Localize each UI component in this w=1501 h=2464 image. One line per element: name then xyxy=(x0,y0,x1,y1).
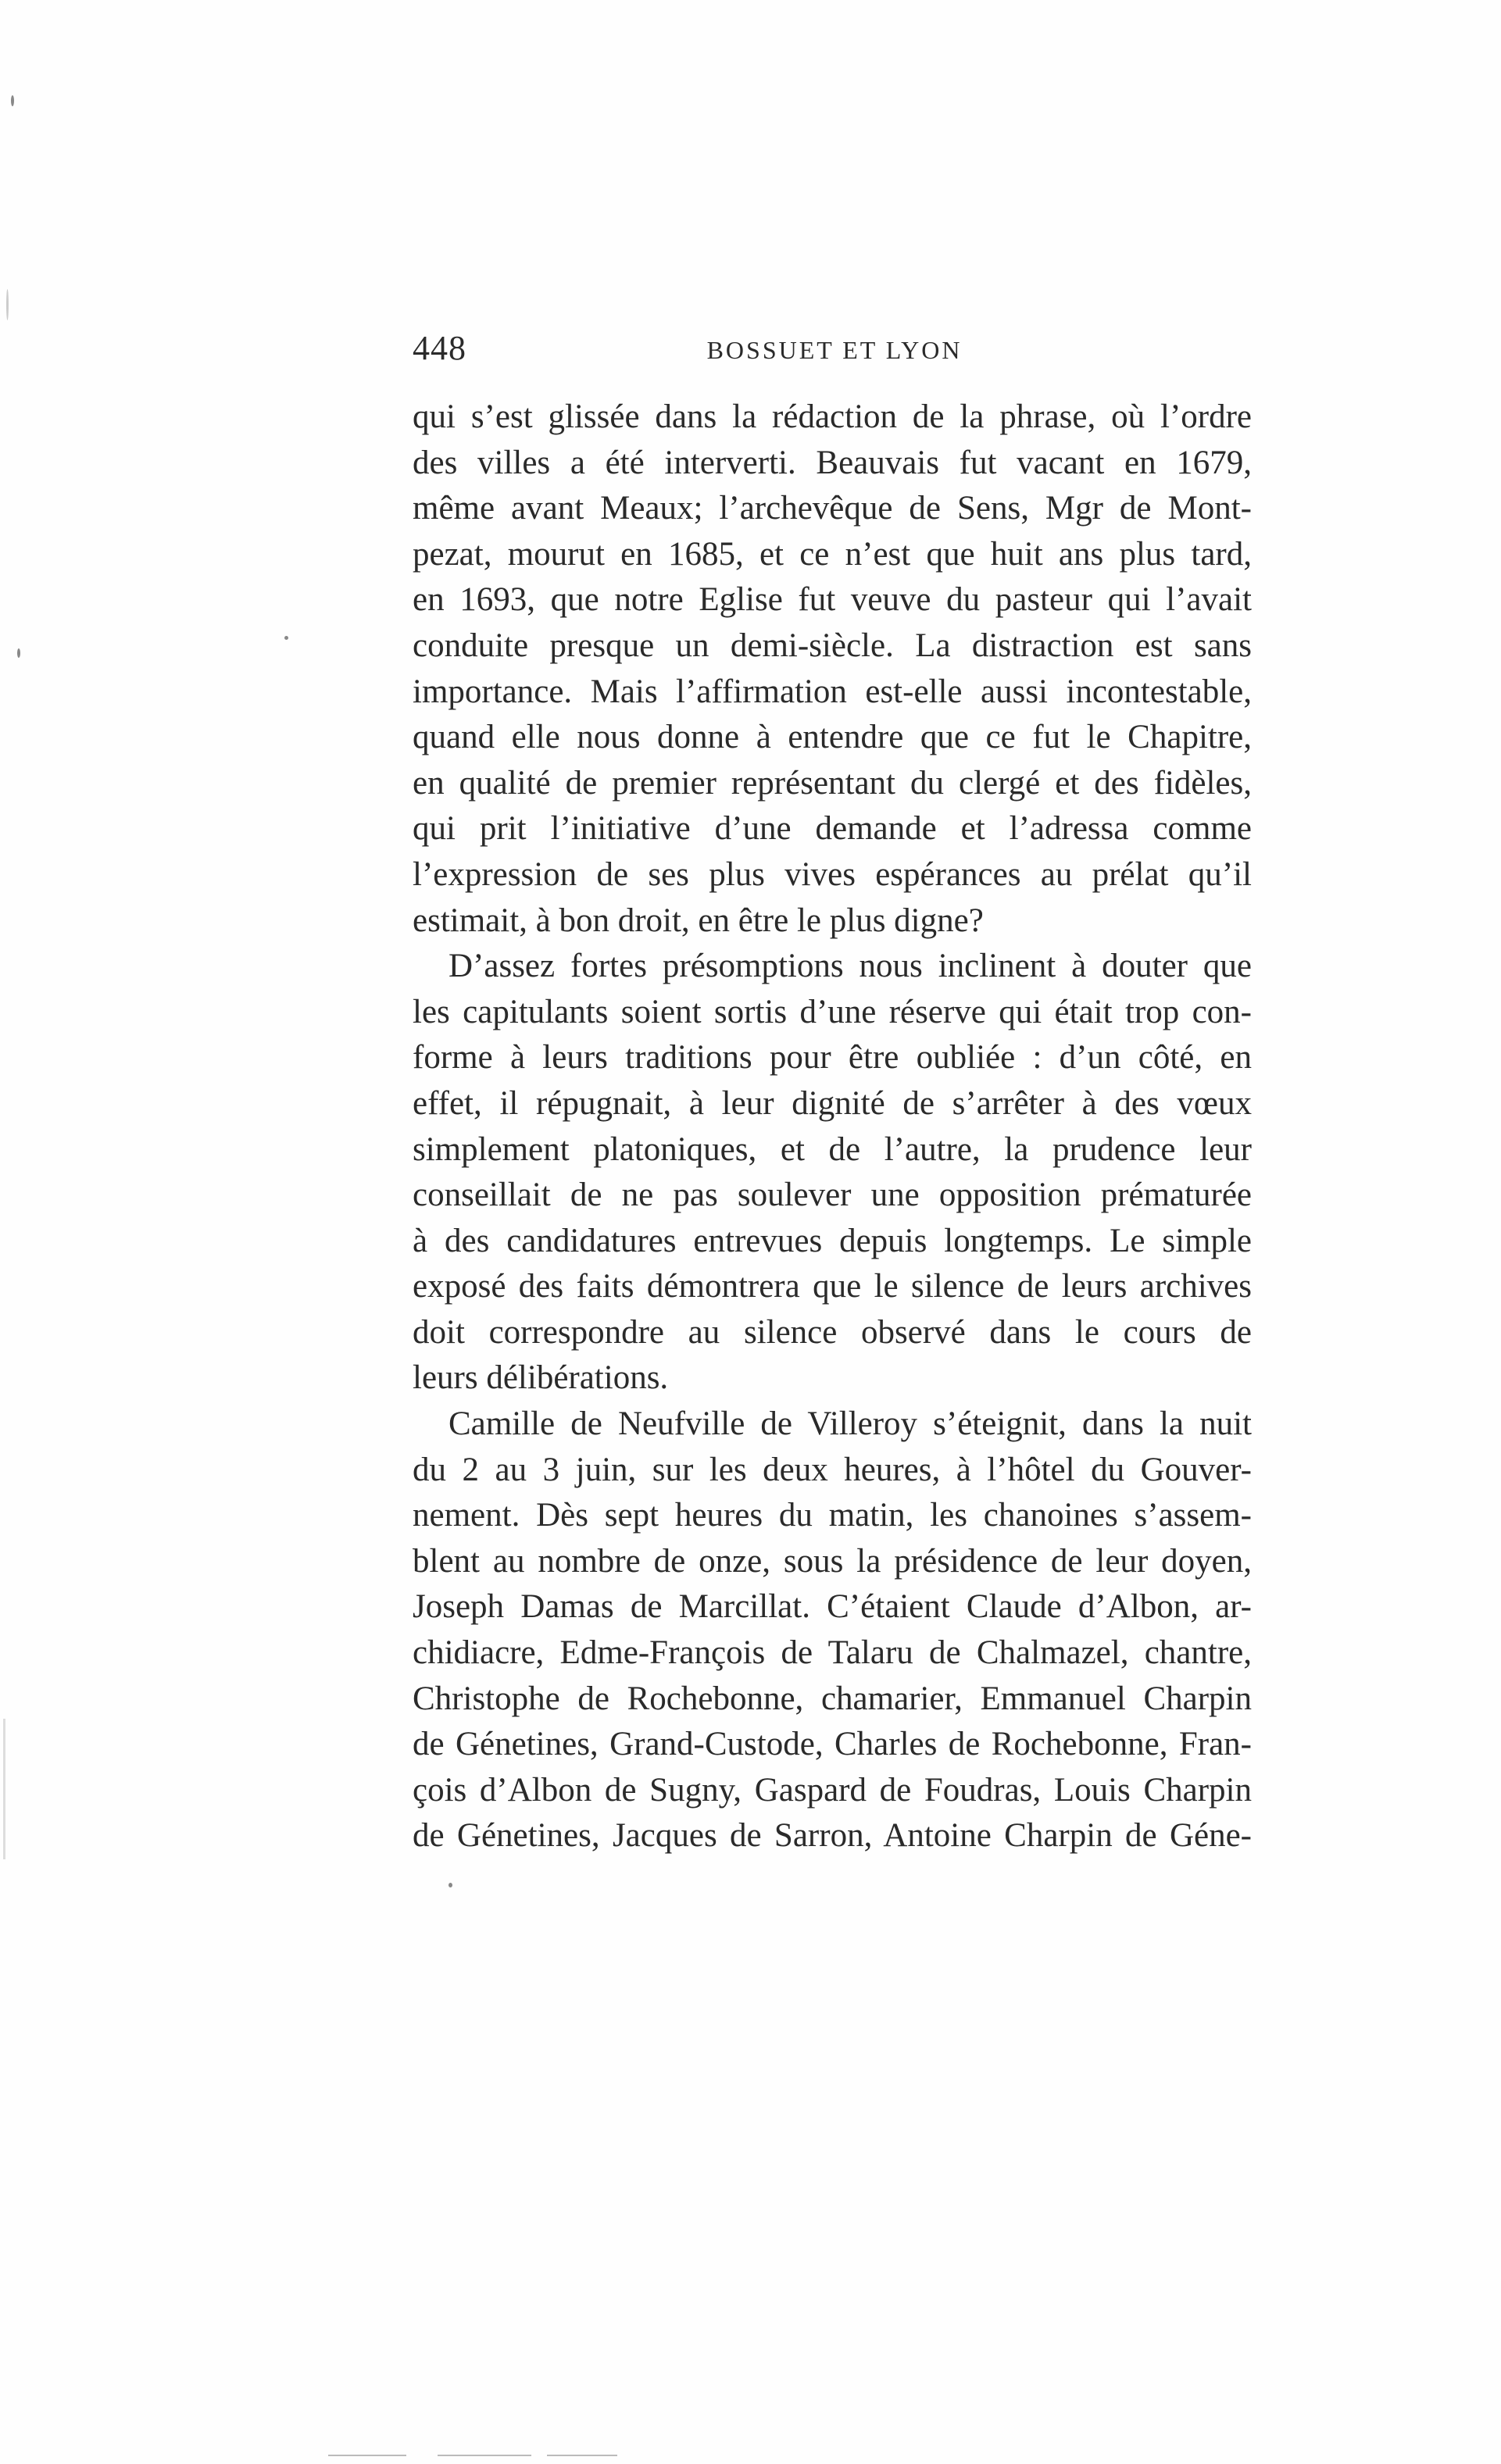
text-line: nement. Dès sept heures du matin, les chanoines s’assem- xyxy=(413,1497,1252,1534)
scan-speck xyxy=(284,636,288,640)
text-line: importance. Mais l’affirmation est-elle aussi incontestable, xyxy=(413,673,1252,710)
text-line: qui prit l’initiative d’une demande et l’adressa comme xyxy=(413,810,1252,848)
text-line: en qualité de premier représentant du clergé et des fidèles, xyxy=(413,764,1252,802)
text-line: l’expression de ses plus vives espérances au prélat qu’il xyxy=(413,855,1252,893)
page-number: 448 xyxy=(413,329,466,367)
text-line: qui s’est glissée dans la rédaction de la phrase, où l’ordre xyxy=(413,398,1252,435)
text-line: des villes a été interverti. Beauvais fut vacant en 1679, xyxy=(413,444,1252,481)
body-text xyxy=(413,395,1252,1859)
text-line: du 2 au 3 juin, sur les deux heures, à l’hôtel du Gouver- xyxy=(413,1451,1252,1488)
text-line: doit correspondre au silence observé dans le cours de xyxy=(413,1313,1252,1351)
text-line: de Génetines, Jacques de Sarron, Antoine Charpin de Géne- xyxy=(413,1817,1252,1855)
scan-speck xyxy=(449,1883,452,1887)
paragraph-end-line: leurs délibérations. xyxy=(413,1359,669,1397)
scan-speck xyxy=(17,648,20,658)
scan-speck xyxy=(11,95,14,106)
text-line: les capitulants soient sortis d’une réserve qui était trop con- xyxy=(413,993,1252,1030)
scan-edge-line xyxy=(328,2455,406,2456)
text-line: à des candidatures entrevues depuis longtemps. Le simple xyxy=(413,1222,1252,1259)
paragraph-end-line: estimait, à bon droit, en être le plus digne? xyxy=(413,902,984,939)
text-line: blent au nombre de onze, sous la présidence de leur doyen, xyxy=(413,1542,1252,1580)
text-line: effet, il répugnait, à leur dignité de s’arrêter à des vœux xyxy=(413,1084,1252,1122)
page-header xyxy=(413,328,1256,375)
text-line: en 1693, que notre Eglise fut veuve du pasteur qui l’avait xyxy=(413,581,1252,619)
text-line: chidiacre, Edme-François de Talaru de Chalmazel, chantre, xyxy=(413,1634,1252,1672)
text-line: pezat, mourut en 1685, et ce n’est que huit ans plus tard, xyxy=(413,535,1252,573)
text-line: de Génetines, Grand-Custode, Charles de Rochebonne, Fran- xyxy=(413,1726,1252,1763)
paragraph-start-line: Camille de Neufville de Villeroy s’éteignit, dans la nuit xyxy=(449,1405,1252,1443)
scan-speck xyxy=(6,289,9,320)
scan-edge-line xyxy=(547,2455,617,2456)
text-line: exposé des faits démontrera que le silence de leurs archives xyxy=(413,1268,1252,1305)
text-line: quand elle nous donne à entendre que ce fut le Chapitre, xyxy=(413,719,1252,756)
text-line: même avant Meaux; l’archevêque de Sens, Mgr de Mont- xyxy=(413,490,1252,527)
scan-speck xyxy=(3,1719,5,1859)
text-line: conseillait de ne pas soulever une opposition prématurée xyxy=(413,1177,1252,1214)
text-line: forme à leurs traditions pour être oubliée : d’un côté, en xyxy=(413,1039,1252,1077)
text-line: çois d’Albon de Sugny, Gaspard de Foudras, Louis Charpin xyxy=(413,1771,1252,1809)
paragraph-start-line: D’assez fortes présomptions nous inclinent à douter que xyxy=(449,948,1252,985)
text-line: Christophe de Rochebonne, chamarier, Emmanuel Charpin xyxy=(413,1680,1252,1717)
running-title: BOSSUET ET LYON xyxy=(706,336,963,364)
text-line: simplement platoniques, et de l’autre, la prudence leur xyxy=(413,1130,1252,1168)
text-line: conduite presque un demi-siècle. La distraction est sans xyxy=(413,627,1252,664)
text-line: Joseph Damas de Marcillat. C’étaient Claude d’Albon, ar- xyxy=(413,1588,1252,1626)
scan-edge-line xyxy=(438,2455,531,2456)
